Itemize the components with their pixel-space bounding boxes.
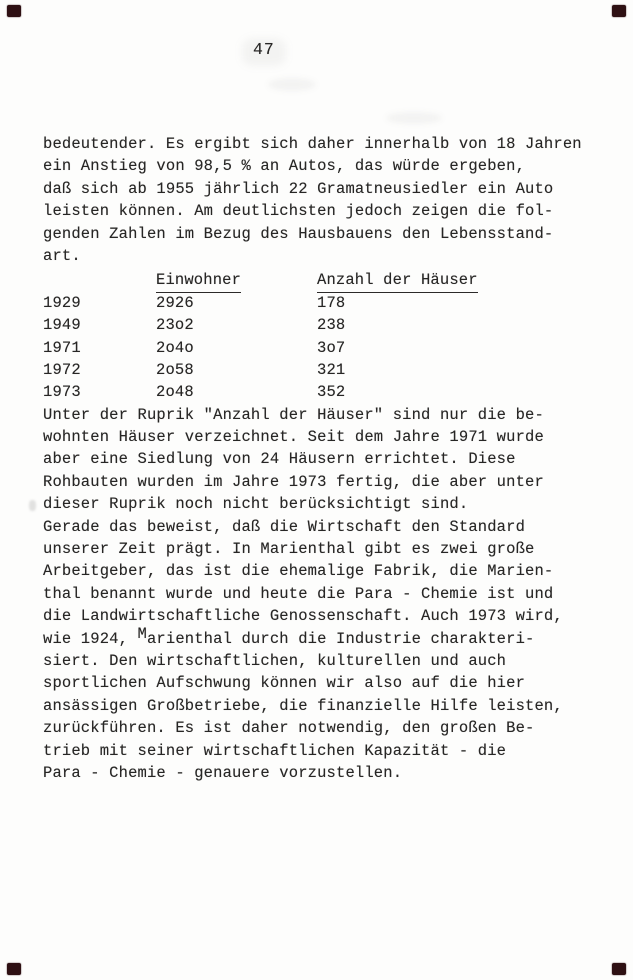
cell-haeuser: 3o7: [317, 338, 346, 357]
raised-capital-m: M: [137, 624, 147, 643]
table-row: [43, 381, 603, 403]
table-header-row: [43, 269, 603, 291]
cell-einwohner: 23o2: [156, 316, 194, 335]
text-line: Unter der Ruprik "Anzahl der Häuser" sind nur die be-: [43, 405, 544, 424]
text-line: Arbeitgeber, das ist die ehemalige Fabrik, die Marien-: [43, 562, 554, 581]
text-line: unserer Zeit prägt. In Marienthal gibt es zwei große: [43, 540, 535, 559]
raised-m-line-post: arienthal durch die Industrie charakteri-: [146, 629, 535, 648]
cell-year: 1949: [43, 316, 81, 335]
text-line: wohnten Häuser verzeichnet. Seit dem Jahre 1971 wurde: [43, 428, 544, 447]
text-line: zurückführen. Es ist daher notwendig, den großen Be-: [43, 719, 535, 738]
corner-mark-bottom-right: [612, 963, 626, 975]
cell-haeuser: 321: [317, 360, 346, 379]
text-block: [43, 133, 603, 784]
text-line: sportlichen Aufschwung können wir also auf die hier: [43, 674, 526, 693]
cell-einwohner: 2o58: [156, 360, 194, 379]
paragraph-3-part-1: [43, 516, 603, 628]
text-line: ansässigen Großbetriebe, die finanzielle Hilfe leisten,: [43, 696, 563, 715]
cell-year: 1929: [43, 293, 81, 312]
corner-mark-bottom-left: [7, 963, 21, 975]
cell-einwohner: 2926: [156, 293, 194, 312]
text-line: dieser Ruprik noch nicht berücksichtigt sind.: [43, 495, 469, 514]
cell-year: 1972: [43, 360, 81, 379]
paragraph-3-part-2: [43, 650, 603, 784]
text-line: Para - Chemie - genauere vorzustellen.: [43, 763, 403, 782]
table-row: [43, 314, 603, 336]
table-row: [43, 359, 603, 381]
text-line: genden Zahlen im Bezug des Hausbauens den Lebensstand-: [43, 224, 554, 243]
scan-smudge: [386, 112, 442, 124]
text-line: Rohbauten wurden im Jahre 1973 fertig, die aber unter: [43, 472, 544, 491]
cell-haeuser: 352: [317, 383, 346, 402]
cell-year: 1973: [43, 383, 81, 402]
corner-mark-top-left: [7, 5, 21, 17]
cell-einwohner: 2o48: [156, 383, 194, 402]
text-line: Gerade das beweist, daß die Wirtschaft den Standard: [43, 517, 526, 536]
scan-smudge: [268, 78, 316, 91]
corner-mark-top-right: [612, 5, 626, 17]
cell-haeuser: 178: [317, 293, 346, 312]
text-line: ein Anstieg von 98,5 % an Autos, das würde ergeben,: [43, 157, 526, 176]
scan-smudge: [29, 500, 36, 511]
paragraph-2: [43, 404, 603, 516]
table-body: [43, 292, 603, 404]
table-header-spacer: [43, 269, 156, 291]
text-line: thal benannt wurde und heute die Para - Chemie ist und: [43, 584, 554, 603]
text-line: leisten können. Am deutlichsten jedoch zeigen die fol-: [43, 202, 554, 221]
text-line-raised-m: [43, 624, 603, 650]
text-line: bedeutender. Es ergibt sich daher innerhalb von 18 Jahren: [43, 135, 582, 153]
cell-year: 1971: [43, 338, 81, 357]
cell-haeuser: 238: [317, 316, 346, 335]
column-header-einwohner: Einwohner: [156, 269, 241, 292]
table-row: [43, 337, 603, 359]
text-line: art.: [43, 246, 81, 265]
text-line: aber eine Siedlung von 24 Häusern errichtet. Diese: [43, 450, 516, 469]
text-line: trieb mit seiner wirtschaftlichen Kapazität - die: [43, 741, 507, 760]
text-line: die Landwirtschaftliche Genossenschaft. Auch 1973 wird,: [43, 607, 563, 626]
statistics-table: [43, 269, 603, 403]
paragraph-1: [43, 133, 603, 267]
text-line: siert. Den wirtschaftlichen, kulturellen und auch: [43, 651, 507, 670]
page-number: 47: [253, 40, 275, 59]
text-line: daß sich ab 1955 jährlich 22 Gramatneusiedler ein Auto: [43, 179, 554, 198]
table-row: [43, 292, 603, 314]
column-header-anzahl-der-haeuser: Anzahl der Häuser: [317, 269, 478, 292]
raised-m-line-pre: wie 1924,: [43, 629, 138, 648]
cell-einwohner: 2o4o: [156, 338, 194, 357]
